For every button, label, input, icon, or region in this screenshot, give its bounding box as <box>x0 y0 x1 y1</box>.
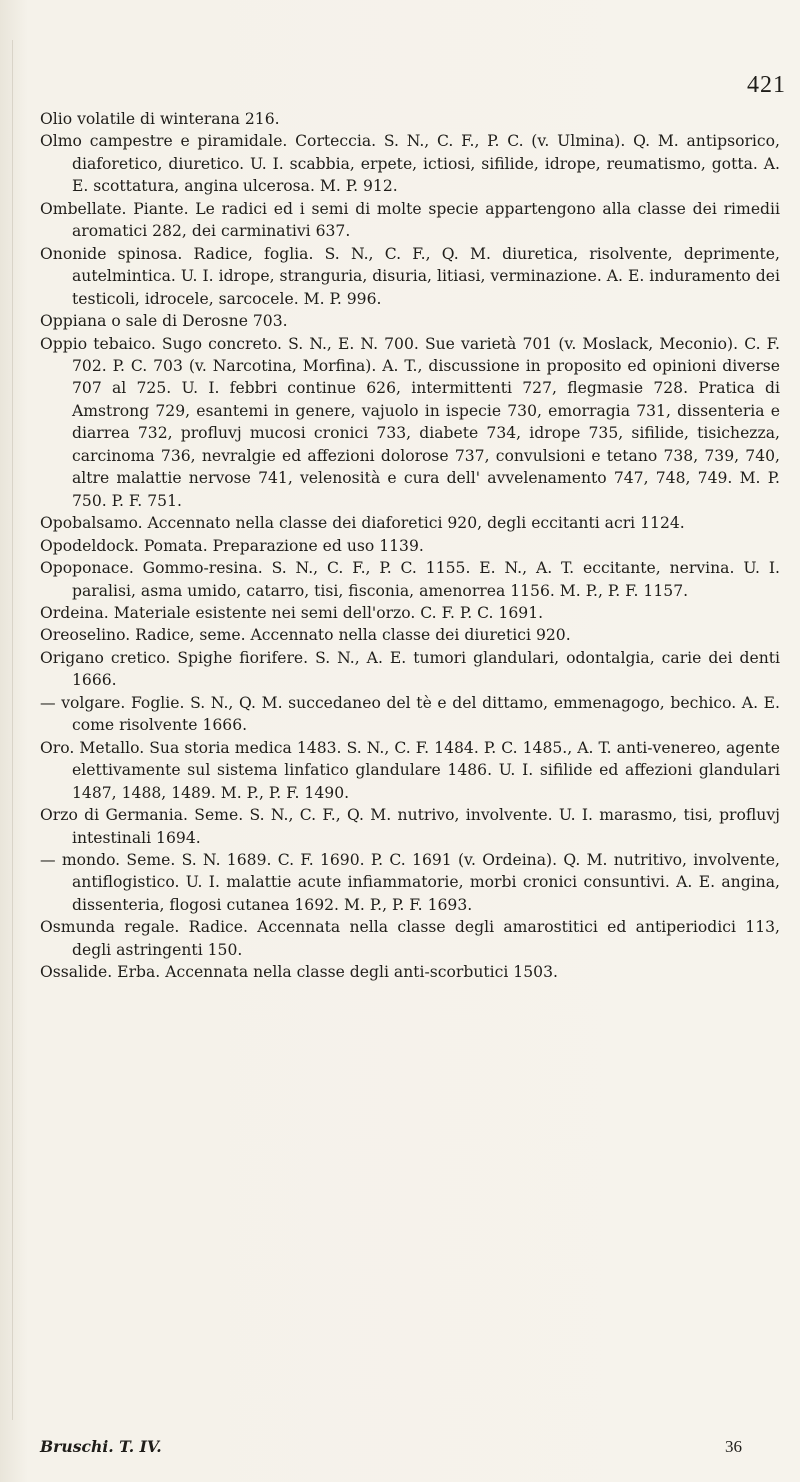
index-entry: Opoponace. Gommo-resina. S. N., C. F., P. C. 1155. E. N., A. T. eccitante, nervina. U. I. paralisi, asma umido, catarro, tisi, fisconia, amenorrea 1156. M. P., P. F. 1157. <box>40 559 780 600</box>
index-entry: Ossalide. Erba. Accennata nella classe degli anti-scorbutici 1503. <box>40 963 558 982</box>
index-entry: Ordeina. Materiale esistente nei semi dell'orzo. C. F. P. C. 1691. <box>40 603 544 622</box>
index-entry: Olio volatile di winterana 216. <box>40 110 280 128</box>
printer-signature: Bruschi. T. IV. <box>40 1437 162 1456</box>
index-entry: Oppiana o sale di Derosne 703. <box>40 312 288 331</box>
page-footer <box>40 1436 780 1460</box>
index-entry: Ombellate. Piante. Le radici ed i semi di molte specie appartengono alla classe dei rimedii aromatici 282, dei carminativi 637. <box>40 199 780 241</box>
index-entry: Ononide spinosa. Radice, foglia. S. N., C. F., Q. M. diuretica, risolvente, deprimente, autelmintica. U. I. idrope, stranguria, disuria, litiasi, verminazione. A. E. induramento dei testicoli, idrocele, sarcocele. M. P. 996. <box>40 244 780 308</box>
index-entry: Opodeldock. Pomata. Preparazione ed uso 1139. <box>40 536 424 555</box>
page-number: 421 <box>747 72 786 98</box>
index-entry: Osmunda regale. Radice. Accennata nella classe degli amarostitici ed antiperiodici 113, degli astringenti 150. <box>40 918 780 959</box>
index-entry: — volgare. Foglie. S. N., Q. M. succedaneo del tè e del dittamo, emmenagogo, bechico. A. E. come risolvente 1666. <box>40 693 780 735</box>
index-entry: Oreoselino. Radice, seme. Accennato nella classe dei diuretici 920. <box>40 626 571 645</box>
index-entry: Origano cretico. Spighe fiorifere. S. N., A. E. tumori glandulari, odontalgia, carie dei denti 1666. <box>40 648 780 690</box>
index-entry: Opobalsamo. Accennato nella classe dei diaforetici 920, degli eccitanti acri 1124. <box>40 514 685 533</box>
index-entries <box>40 108 780 984</box>
sheet-number: 36 <box>725 1437 742 1456</box>
index-entry: Oppio tebaico. Sugo concreto. S. N., E. N. 700. Sue varietà 701 (v. Moslack, Meconio). C. F. 702. P. C. 703 (v. Narcotina, Morfina). A. T., discussione in proposito ed opinioni diverse 707 al 725. U. I. febbri continue 626, intermittenti 727, flegmasie 728. Pratica di Amstrong 729, esantemi in genere, vajuolo in ispecie 730, emorragia 731, dissenteria e diarrea 732, profluvj mucosi cronici 733, diabete 734, idrope 735, sifilide, tisichezza, carcinoma 736, nevralgie ed affezioni dolorose 737, convulsioni e tetano 738, 739, 740, altre malattie nervose 741, velenosità e cura dell' avvelenamento 747, 748, 749. M. P. 750. P. F. 751. <box>40 334 780 510</box>
index-entry: Oro. Metallo. Sua storia medica 1483. S. N., C. F. 1484. P. C. 1485., A. T. anti-venereo, agente elettivamente sul sistema linfatico glandulare 1486. U. I. sifilide ed affezioni glandulari 1487, 1488, 1489. M. P., P. F. 1490. <box>40 738 780 802</box>
index-entry: Orzo di Germania. Seme. S. N., C. F., Q. M. nutrivo, involvente. U. I. marasmo, tisi, profluvj intestinali 1694. <box>40 806 780 847</box>
index-entry: Olmo campestre e piramidale. Corteccia. S. N., C. F., P. C. (v. Ulmina). Q. M. antipsorico, diaforetico, diuretico. U. I. scabbia, erpete, ictiosi, sifilide, idrope, reumatismo, gotta. A. E. scottatura, angina ulcerosa. M. P. 912. <box>40 132 780 196</box>
index-entry: — mondo. Seme. S. N. 1689. C. F. 1690. P. C. 1691 (v. Ordeina). Q. M. nutritivo, involvente, antiflogistico. U. I. malattie acute infiammatorie, morbi cronici consuntivi. A. E. angina, dissenteria, flogosi cutanea 1692. M. P., P. F. 1693. <box>40 850 780 914</box>
page-gutter-shadow <box>12 40 13 1420</box>
